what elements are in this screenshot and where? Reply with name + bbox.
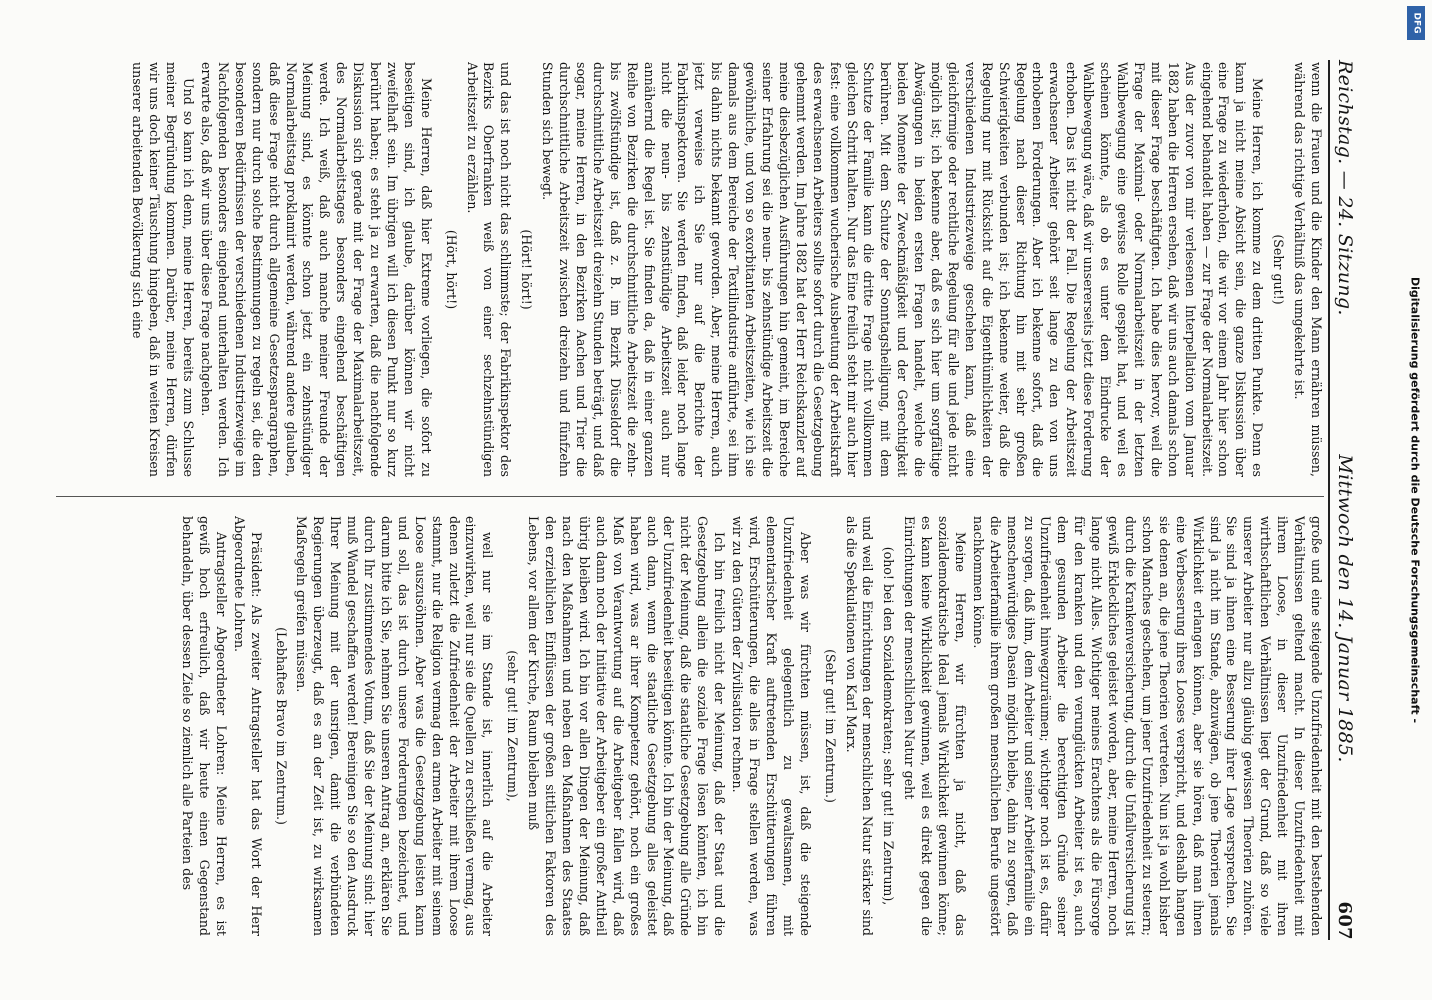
right-paragraph: weil nur sie im Stande ist, innerlich auf die Arbeiter einzuwirken, weil nur sie die Quellen zu erschließen vermag, aus denen zuletzt die Zufriedenheit der Arbeiter mit ihrem Loose stammt, nur die Religion vermag den armen Arbeiter mit seinem Loose auszusöhnen. Aber was die Gesetzgebung leisten kann und soll, das ist durch unsere Forderungen bezeichnet, und darum bitte ich Sie, nehmen Sie unseren Antrag an, erklären Sie durch Ihr zustimmendes Votum, daß Sie der Meinung sind: hier muß Wandel geschaffen werden! Bereinigen Sie so den Ausdruck Ihrer Meinung mit der unsrigen, damit die verbündeten Regierungen überzeugt, daß es an der Zeit ist, zu wirksamen Maßregeln greifen müssen.	[294, 516, 496, 936]
right-paragraph: Ich bin freilich nicht der Meinung, daß der Staat und die Gesetzgebung allein die soziale Frage lösen könnten, ich bin nicht der Meinung, daß die staatliche Gesetzgebung alle Gründe der Unzufriedenheit beseitigen könnte. Ich bin der Meinung, daß auch dann, wenn die staatliche Gesetzgebung alles geleistet haben wird, was ar ihrer Kompetenz gehört, noch ein großes Maß von Verantwortung auf die Arbeitgeber fallen wird, daß auch dann noch der Initiative der Arbeitgeber ein großer Antheil übrig bleiben wird. Ich bin vor allen Dingen der Meinung, daß nach den Maßnahmen und neben den Maßnahmen des Staates den erziehlichen Einflüssen der großen sittlichen Faktoren des Lebens, vor allem der Kirche, Raum bleiben muß	[526, 516, 728, 936]
left-paragraph: Meine Herren, daß hier Extreme vorliegen, die sofort zu beseitigen sind, ich glaube, darüber können wir nicht zweifelhaft sein. Im übrigen will ich diesen Punkt nur so kurz berührt haben; es steht ja zu erwarten, daß die nachfolgende Diskussion sich gerade mit der Frage der Maximalarbeitszeit, des Normalarbeitstages besonders eingehend beschäftigen werde. Ich weiß, daß auch manche meiner Freunde der Meinung sind, es könnte schon jetzt ein zehnstündiger Normalarbeitstag proklamirt werden, während andere glauben, daß diese Frage nicht durch allgemeine Gesetzesparagraphen, sondern nur durch solche Bestimmungen zu regeln sei, die den besonderen Bedürfnissen der verschiedenen Industriezweige im Nachfolgenden besonders eingehend unterhalten werden. Ich erwarte also, daß wir uns über diese Frage nachgehen.	[199, 62, 434, 477]
left-paragraph: (Hört! hört!)	[519, 229, 535, 310]
right-paragraph: Antragsteller Abgeordneter Lohren: Meine Herren, es ist gewiß hoch erfreulich, daß wir heute einen Gegenstand behandeln, über dessen Ziele so ziemlich alle Parteien des	[180, 516, 229, 936]
rotated-page-content	[36, 40, 1396, 960]
side-imprint	[1400, 0, 1430, 1000]
right-paragraph: (Lebhaftes Bravo im Zentrum.)	[273, 627, 289, 825]
right-column	[56, 516, 1324, 936]
header-date: Mittwoch den 14. Januar 1885.	[1334, 454, 1356, 763]
left-paragraph: (Sehr gut!)	[1271, 234, 1287, 305]
left-paragraph: Und so kann ich denn, meine Herren, bereits zum Schlusse meiner Begründung kommen. Darüber, meine Herren, dürfen wir uns doch keiner Täuschung hingeben, daß in weiten Kreisen unserer arbeitenden Bevölkerung sich eine	[130, 62, 197, 477]
column-divider	[56, 496, 1324, 497]
page-header	[1328, 60, 1368, 940]
dfg-logo	[1407, 6, 1425, 40]
left-paragraph: und das ist noch nicht das schlimmste; der Fabrikinspektor des Bezirks Oberfranken weiß von einer sechzehnstündigen Arbeitszeit zu erzählen.	[464, 62, 514, 477]
imprint-text: Digitalisierung gefördert durch die Deutsche Forschungsgemeinschaft -	[1408, 276, 1422, 724]
header-left: Reichstag. — 24. Sitzung.	[1334, 60, 1356, 316]
right-paragraph: Aber was wir fürchten müssen, ist, daß die steigende Unzufriedenheit gelegentlich zu gewaltsamen, mit elementarischer Kraft auftretenden Erschütterungen führen wird, Erschütterungen, die alles in Frage stellen werden, was wir zu den Gütern der Zivilisation rechnen.	[730, 516, 813, 936]
right-paragraph: Meine Herren, wir fürchten ja nicht, daß das sozialdemokratische Ideal jemals Wirklichkeit gewinnen könne; es kann keine Wirklichkeit gewinnen, weil es direkt gegen die Einrichtungen der menschlichen Natur geht	[902, 516, 968, 936]
left-paragraph: (Hört, hört!)	[443, 229, 459, 310]
right-paragraph: große und eine steigende Unzufriedenheit mit den bestehenden Verhältnissen geltend macht. In dieser Unzufriedenheit mit ihrem Loose, in dieser Unzufriedenheit mit ihren wirthschaftlichen Verhältnissen liegt der Grund, daß so viele unserer Arbeiter nur allzu gläubig gewissen Theorien zuhören. Sie sind ja ihnen eine Besserung ihrer Lage versprechen. Sie sind ja nicht im Stande, abzuwägen, ob jene Theorien jemals Wirklichkeit erlangen können, aber sie hören, daß man ihnen eine Verbesserung ihres Looses verspricht, und deshalb hangen sie denen an, die jene Theorien vertreten. Nun ist ja wohl bisher schon Manches geschehen, um jener Unzufriedenheit zu steuern; durch die Krankenversicherung, durch die Unfallversicherung ist gewiß Erkleckliches geleistet worden, aber, meine Herren, noch lange nicht Alles. Wichtiger meines Erachtens als die Fürsorge für den kranken und den verunglückten Arbeiter ist es, auch dem gesunden Arbeiter die berechtigten Gründe seiner Unzufriedenheit hinwegzuräumen; wichtiger noch ist es, dafür zu sorgen, daß ihm, dem Arbeiter und seiner Arbeiterfamilie ein menschenwürdiges Dasein möglich bleibe, dahin zu sorgen, daß die Arbeiterfamilie ihrem großen menschlichen Berufe ungestört nachkommen könne.	[970, 516, 1324, 936]
left-column	[56, 62, 1324, 477]
page-number: 607	[1334, 901, 1355, 940]
right-paragraph: (sehr gut! im Zentrum),	[505, 650, 521, 802]
right-paragraph: Präsident: Als zweiter Antragsteller hat das Wort der Herr Abgeordnete Lohren.	[231, 516, 264, 936]
right-paragraph: und weil die Einrichtungen der menschlichen Natur stärker sind als die Spekulationen von Karl Marx.	[843, 516, 876, 936]
left-paragraph: Meine Herren, ich komme zu dem dritten Punkte. Denn es kann ja nicht meine Absicht sein, die ganze Diskussion über eine Frage zu wiederholen, die wir vor einem Jahr hier schon eingehend behandelt haben — zur Frage der Normalarbeitszeit. Aus der zuvor von mir verlesenen Interpellation vom Januar 1882 haben die Herren ersehen, daß wir uns auch damals schon mit dieser Frage beschäftigten. Ich habe dies hervor, weil die Frage der Maximal- oder Normalarbeitszeit in der letzten Wahlbewegung eine gewisse Rolle gespielt hat, und weil es scheinen könnte, als ob es unter dem Eindrucke der Wahlbewegung wäre, daß wir unsererseits jetzt diese Forderung erhoben. Das ist nicht der Fall. Die Regelung der Arbeitszeit erwachsener Arbeiter gehört seit lange zu den von uns erhobenen Forderungen. Aber ich bekenne sofort, daß die Regelung nach dieser Richtung hin mit sehr großen Schwierigkeiten verbunden ist; ich bekenne weiter, daß die Regelung nur mit Rücksicht auf die Eigenthümlichkeiten der verschiedenen Industriezweige geschehen kann, daß eine gleichförmige oder rechtliche Regelung für alle und jede nicht möglich ist; ich bekenne aber, daß es sich hier um sorgfältige Abwägungen in beiden ersten Fragen handelt, welche die beiden Momente der Zweckmäßigkeit und der Gerechtigkeit berühren. Mit dem Schutze der Sonntagsheiligung, mit dem Schutze der Familie kann die dritte Frage nicht vollkommen gleichen Schritt halten. Nur das Eine freilich steht mir auch hier fest: eine vollkommen wucherische Ausbeutung der Arbeitskraft des erwachsenen Arbeiters sollte sofort durch die Gesetzgebung gehemmt werden. Im Jahre 1882 hat der Herr Reichskanzler auf meine diesbezüglichen Ausführungen hin gemeint, im Bereiche seiner Erfahrung sei die neun- bis zehnstündige Arbeitszeit die gewöhnliche, und von so exorbitanten Arbeitszeiten, wie ich sie damals aus dem Bereiche der Textilindustrie anführte, sei ihm bis dahin nichts bekannt geworden. Aber, meine Herren, auch jetzt verweise ich Sie nur auf die Berichte der Fabrikinspektoren. Sie werden finden, daß leider noch lange nicht die neun- bis zehnstündige Arbeitszeit auch nur annähernd die Regel ist. Sie finden da, daß in einer ganzen Reihe von Bezirken die durchschnittliche Arbeitszeit die zehn- bis zwölfstündige ist, daß z. B. im Bezirk Düsseldorf die durchschnittliche Arbeitszeit dreizehn Stunden beträgt, und daß sogar, meine Herren, in den Bezirken Aachen und Trier die durchschnittliche Arbeitszeit zwischen dreizehn und fünfzehn Stunden sich bewegt.	[540, 62, 1266, 477]
left-paragraph: wenn die Frauen und die Kinder den Mann ernähren müssen, während das richtige Verhältniß das umgekehrte ist.	[1292, 62, 1324, 477]
right-paragraph: (oho! bei den Sozialdemokraten; sehr gut! im Zentrum),	[881, 546, 897, 906]
dfg-logo-text: DFG	[1411, 12, 1422, 34]
right-paragraph: (Sehr gut! im Zentrum.)	[822, 649, 838, 803]
